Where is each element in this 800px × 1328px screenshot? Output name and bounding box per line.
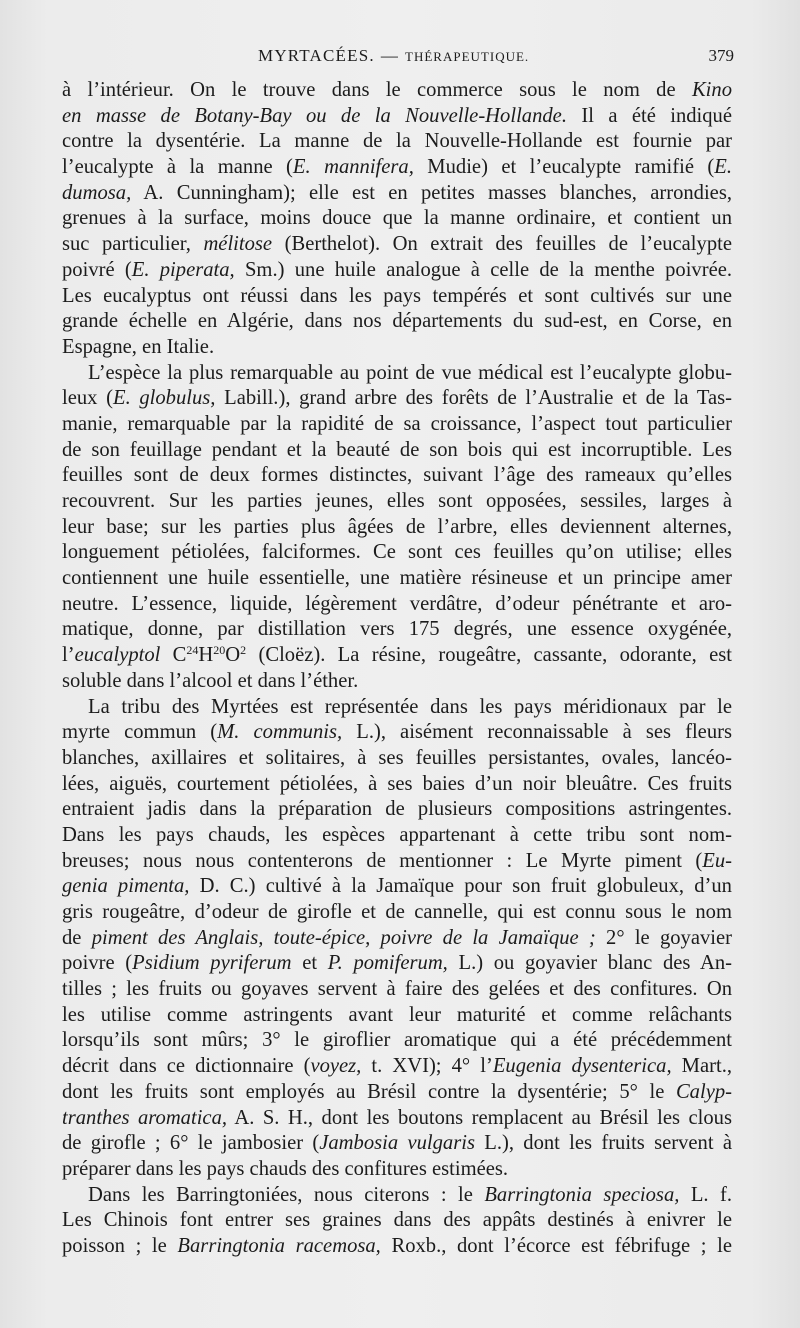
- text-line: [62, 386, 732, 412]
- text-run: tilles ; les fruits ou goyaves servent à faire des gelées et des confitures. On: [62, 978, 732, 1001]
- text-run: grenues à la surface, moins douce que la manne ordinaire, et contient un: [62, 207, 732, 230]
- text-line: [62, 104, 732, 130]
- section-name: THÉRAPEUTIQUE.: [405, 49, 530, 64]
- running-header: [62, 46, 734, 72]
- text-line: [62, 232, 732, 258]
- text-run: Espagne, en Italie.: [62, 335, 215, 358]
- text-run: leux (: [62, 387, 113, 410]
- italic-run: Jambosia vulgaris: [319, 1132, 475, 1155]
- text-run: A. Cunningham); elle est en petites masses blanches, arrondies,: [131, 181, 732, 204]
- text-run: et: [291, 952, 328, 975]
- text-run: L.) ou goyavier blanc des An-: [447, 952, 732, 975]
- text-line: [62, 361, 732, 387]
- text-line: [62, 900, 732, 926]
- text-run: Les Chinois font entrer ses graines dans des appâts destinés à enivrer le: [62, 1209, 732, 1232]
- text-line: [62, 926, 732, 952]
- italic-run: E. mannifera,: [292, 156, 414, 179]
- italic-run: voyez,: [310, 1055, 362, 1078]
- text-run: leur base; sur les parties plus âgées de l’arbre, elles deviennent alternes,: [62, 515, 732, 538]
- text-run: L. f.: [679, 1183, 732, 1206]
- header-title: [258, 46, 529, 66]
- text-line: [62, 669, 732, 695]
- italic-run: E. piperata,: [131, 258, 235, 281]
- italic-run: tranthes aromatica,: [62, 1106, 228, 1129]
- italic-run: Eu-: [702, 849, 732, 872]
- text-run: Mart.,: [671, 1055, 732, 1078]
- text-run: C: [160, 644, 187, 667]
- text-run: H: [198, 644, 214, 667]
- text-run: t. XVI); 4° l’: [361, 1055, 493, 1078]
- text-line: [62, 1054, 732, 1080]
- text-line: [62, 1157, 732, 1183]
- text-run: à l’intérieur. On le trouve dans le commerce sous le nom de: [62, 79, 692, 101]
- italic-run: M. communis,: [217, 721, 343, 744]
- text-line: [62, 746, 732, 772]
- text-run: L’espèce la plus remarquable au point de vue médical est l’eucalypte globu-: [88, 361, 732, 384]
- text-run: Mudie) et l’eucalypte ramifié (: [413, 156, 715, 179]
- italic-run: dumosa,: [62, 181, 132, 204]
- chapter-name: MYRTACÉES.: [258, 46, 375, 65]
- text-run: Dans les Barringtoniées, nous citerons : le: [88, 1183, 485, 1206]
- italic-run: Psidium pyriferum: [132, 952, 292, 975]
- text-run: contre la dysentérie. La manne de la Nouvelle-Hollande est fournie par: [62, 130, 732, 153]
- text-run: longuement pétiolées, falciformes. Ce sont ces feuilles qu’on utilise; elles: [62, 541, 732, 564]
- superscript: 24: [186, 643, 199, 658]
- text-run: dont les fruits sont employés au Brésil contre la dysentérie; 5° le: [62, 1080, 676, 1103]
- text-line: [62, 823, 732, 849]
- paragraph: [62, 361, 732, 695]
- text-run: manie, remarquable par la rapidité de sa croissance, l’aspect tout particulier: [62, 412, 732, 435]
- text-run: gris rougeâtre, d’odeur de girofle et de cannelle, qui est connu sous le nom: [62, 901, 732, 923]
- text-run: lées, aiguës, courtement pétiolées, à ses baies d’un noir bleuâtre. Ces fruits: [62, 772, 732, 795]
- text-run: Roxb., dont l’écorce est fébrifuge ; le: [380, 1234, 732, 1257]
- superscript: 2: [240, 643, 247, 658]
- text-run: de son feuillage pendant et la beauté de son bois qui est incorruptible. Les: [62, 438, 732, 461]
- page-body-text: [62, 78, 732, 1260]
- text-line: [62, 540, 732, 566]
- text-run: entraient jadis dans la préparation de plusieurs compositions astringentes.: [62, 798, 732, 821]
- text-run: Il a été indiqué: [566, 104, 732, 127]
- text-run: poivré (: [62, 258, 132, 281]
- italic-run: Eugenia dysenterica,: [492, 1055, 672, 1078]
- text-line: [62, 1131, 732, 1157]
- text-line: [62, 412, 732, 438]
- text-run: neutre. L’essence, liquide, légèrement verdâtre, d’odeur pénétrante et aro-: [62, 592, 732, 615]
- page-number: 379: [708, 46, 734, 65]
- text-run: contiennent une huile essentielle, une matière résineuse et un principe amer: [62, 567, 732, 590]
- text-run: D. C.) cultivé à la Jamaïque pour son fruit globuleux, d’un: [189, 875, 732, 898]
- text-run: La tribu des Myrtées est représentée dans les pays méridionaux par le: [88, 695, 732, 718]
- text-run: myrte commun (: [62, 721, 218, 744]
- text-line: [62, 284, 732, 310]
- text-run: grande échelle en Algérie, dans nos départements du sud-est, en Corse, en: [62, 310, 732, 333]
- italic-run: piment des Anglais, toute-épice, poivre de la Jamaïque ;: [91, 926, 596, 949]
- text-line: [62, 695, 732, 721]
- text-line: [62, 258, 732, 284]
- text-line: [62, 129, 732, 155]
- text-line: [62, 515, 732, 541]
- italic-run: Calyp-: [675, 1080, 732, 1103]
- text-line: [62, 797, 732, 823]
- header-separator: —: [380, 46, 400, 65]
- text-run: (Cloëz). La résine, rougeâtre, cassante, odorante, est: [246, 644, 732, 667]
- text-run: lorsqu’ils sont mûrs; 3° le giroflier aromatique qui a été précédemment: [62, 1029, 732, 1052]
- text-run: matique, donne, par distillation vers 175 degrés, une essence oxygénée,: [62, 618, 732, 641]
- text-line: [62, 592, 732, 618]
- text-run: de girofle ; 6° le jambosier (: [62, 1132, 320, 1155]
- text-run: Les eucalyptus ont réussi dans les pays tempérés et sont cultivés sur une: [62, 284, 732, 307]
- italic-run: mélitose: [203, 233, 273, 256]
- text-line: [62, 1183, 732, 1209]
- text-run: de: [62, 926, 92, 949]
- text-run: Sm.) une huile analogue à celle de la menthe poivrée.: [234, 258, 733, 281]
- text-line: [62, 874, 732, 900]
- text-line: [62, 489, 732, 515]
- text-run: breuses; nous nous contenterons de mentionner : Le Myrte piment (: [62, 849, 703, 872]
- text-run: L.), dont les fruits servent à: [474, 1132, 732, 1155]
- text-run: préparer dans les pays chauds des confitures estimées.: [62, 1157, 509, 1180]
- text-line: [62, 720, 732, 746]
- text-run: blanches, axillaires et solitaires, à ses feuilles persistantes, ovales, lancéo-: [62, 746, 732, 769]
- text-line: [62, 566, 732, 592]
- text-run: poivre (: [62, 952, 133, 975]
- italic-run: en masse de Botany-Bay ou de la Nouvelle-Hollande.: [62, 104, 567, 127]
- paragraph: [62, 1183, 732, 1260]
- text-line: [62, 643, 732, 669]
- text-line: [62, 1234, 732, 1260]
- text-run: recouvrent. Sur les parties jeunes, elles sont opposées, sessiles, larges à: [62, 490, 732, 512]
- superscript: 20: [213, 643, 226, 658]
- italic-run: E.: [714, 156, 733, 179]
- text-run: poisson ; le: [62, 1234, 178, 1257]
- text-run: feuilles sont de deux formes distinctes, suivant l’âge des rameaux qu’elles: [62, 464, 732, 487]
- text-line: [62, 849, 732, 875]
- paragraph: [62, 78, 732, 361]
- text-run: L.), aisément reconnaissable à ses fleurs: [342, 721, 732, 744]
- text-line: [62, 951, 732, 977]
- italic-run: Barringtonia speciosa,: [484, 1183, 680, 1206]
- text-line: [62, 155, 732, 181]
- text-line: [62, 309, 732, 335]
- text-run: Labill.), grand arbre des forêts de l’Australie et de la Tas-: [215, 387, 733, 410]
- text-line: [62, 78, 732, 104]
- text-run: l’: [62, 644, 75, 667]
- italic-run: genia pimenta,: [62, 875, 190, 898]
- text-run: A. S. H., dont les boutons remplacent au Brésil les clous: [227, 1106, 732, 1129]
- italic-run: eucalyptol: [74, 644, 161, 667]
- text-line: [62, 335, 732, 361]
- text-line: [62, 463, 732, 489]
- text-line: [62, 617, 732, 643]
- text-line: [62, 181, 732, 207]
- text-run: l’eucalypte à la manne (: [62, 156, 293, 179]
- text-line: [62, 1106, 732, 1132]
- text-line: [62, 1003, 732, 1029]
- text-run: décrit dans ce dictionnaire (: [62, 1055, 311, 1078]
- text-line: [62, 1028, 732, 1054]
- italic-run: E. globulus,: [112, 387, 216, 410]
- text-line: [62, 1080, 732, 1106]
- text-run: 2° le goyavier: [595, 926, 733, 949]
- text-run: suc particulier,: [62, 233, 204, 256]
- text-line: [62, 206, 732, 232]
- text-line: [62, 772, 732, 798]
- text-run: (Berthelot). On extrait des feuilles de l’eucalypte: [272, 233, 732, 256]
- text-run: Dans les pays chauds, les espèces appartenant à cette tribu sont nom-: [62, 823, 732, 846]
- text-line: [62, 438, 732, 464]
- text-line: [62, 977, 732, 1003]
- text-line: [62, 1208, 732, 1234]
- paragraph: [62, 695, 732, 1183]
- text-run: les utilise comme astringents avant leur maturité et comme relâchants: [62, 1003, 732, 1026]
- italic-run: Kino: [691, 79, 732, 101]
- text-run: O: [225, 644, 241, 667]
- italic-run: Barringtonia racemosa,: [177, 1234, 381, 1257]
- text-run: soluble dans l’alcool et dans l’éther.: [62, 669, 359, 692]
- italic-run: P. pomiferum,: [327, 952, 448, 975]
